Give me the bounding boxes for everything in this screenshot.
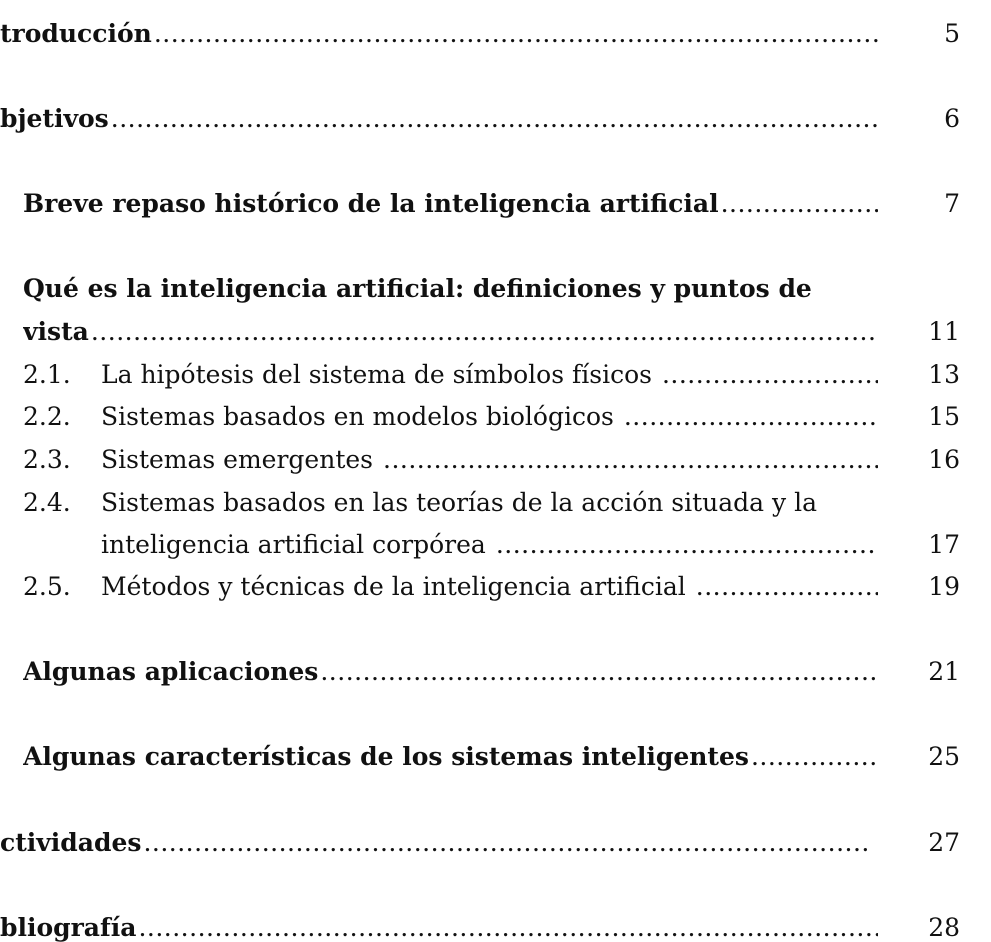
toc-entry-actividades[interactable]	[0, 829, 872, 857]
section-number: 2.4.	[23, 489, 71, 517]
toc-title: Métodos y técnicas de la inteligencia artificial	[101, 573, 686, 601]
toc-page-number: 21	[928, 657, 960, 686]
toc-title: Algunas aplicaciones	[23, 658, 319, 686]
dot-leader	[751, 743, 878, 771]
section-number: 2.5.	[23, 573, 71, 601]
toc-entry-chapter-4[interactable]	[23, 743, 878, 771]
section-number: 2.1.	[23, 361, 71, 389]
toc-entry-chapter-2[interactable]	[23, 318, 878, 346]
toc-entry-section-2-1[interactable]	[23, 361, 878, 389]
section-number: 2.2.	[23, 403, 71, 431]
toc-page-number: 25	[928, 742, 960, 771]
toc-title: Breve repaso histórico de la inteligencia artificial	[23, 190, 719, 218]
toc-title: bliografía	[0, 914, 137, 942]
toc-page-number: 5	[944, 19, 960, 48]
dot-leader	[154, 20, 878, 48]
toc-page-number: 7	[944, 189, 960, 218]
toc-title: troducción	[0, 20, 152, 48]
toc-title: Sistemas basados en modelos biológicos	[101, 403, 614, 431]
toc-page-number: 19	[928, 572, 960, 601]
toc-entry-section-2-2[interactable]	[23, 403, 878, 431]
toc-page-number: 15	[928, 402, 960, 431]
dot-leader	[624, 403, 878, 431]
dot-leader	[143, 829, 872, 857]
dot-leader	[383, 446, 878, 474]
toc-entry-chapter-2-line1[interactable]: Qué es la inteligencia artificial: definiciones y puntos de	[23, 274, 812, 303]
toc-page-number: 28	[928, 913, 960, 942]
toc-entry-section-2-5[interactable]	[23, 573, 878, 601]
toc-title: bjetivos	[0, 105, 109, 133]
dot-leader	[138, 914, 878, 942]
dot-leader	[496, 531, 878, 559]
dot-leader	[721, 190, 878, 218]
toc-page-number: 11	[928, 317, 960, 346]
toc-entry-section-2-3[interactable]	[23, 446, 878, 474]
toc-title: La hipótesis del sistema de símbolos físicos	[101, 361, 652, 389]
dot-leader	[320, 658, 878, 686]
toc-title: Sistemas basados en las teorías de la acción situada y la	[101, 489, 817, 517]
toc-page-number: 13	[928, 360, 960, 389]
toc-entry-introduccion[interactable]	[0, 20, 878, 48]
toc-page-number: 17	[928, 530, 960, 559]
section-number: 2.3.	[23, 446, 71, 474]
toc-title: Sistemas emergentes	[101, 446, 373, 474]
toc-entry-section-2-4-line1[interactable]	[23, 489, 878, 517]
toc-title: inteligencia artificial corpórea	[101, 531, 486, 559]
toc-page-number: 16	[928, 445, 960, 474]
toc-page-number: 27	[928, 828, 960, 857]
toc-entry-chapter-3[interactable]	[23, 658, 878, 686]
toc-page-number: 6	[944, 104, 960, 133]
toc-title: vista	[23, 318, 89, 346]
toc-title: Algunas características de los sistemas inteligentes	[23, 743, 749, 771]
dot-leader	[111, 105, 878, 133]
dot-leader	[662, 361, 878, 389]
toc-entry-section-2-4[interactable]	[101, 531, 878, 559]
toc-entry-objetivos[interactable]	[0, 105, 878, 133]
toc-title: ctividades	[0, 829, 142, 857]
toc-entry-bibliografia[interactable]	[0, 914, 878, 942]
dot-leader	[696, 573, 878, 601]
dot-leader	[91, 318, 878, 346]
toc-entry-chapter-1[interactable]	[23, 190, 878, 218]
